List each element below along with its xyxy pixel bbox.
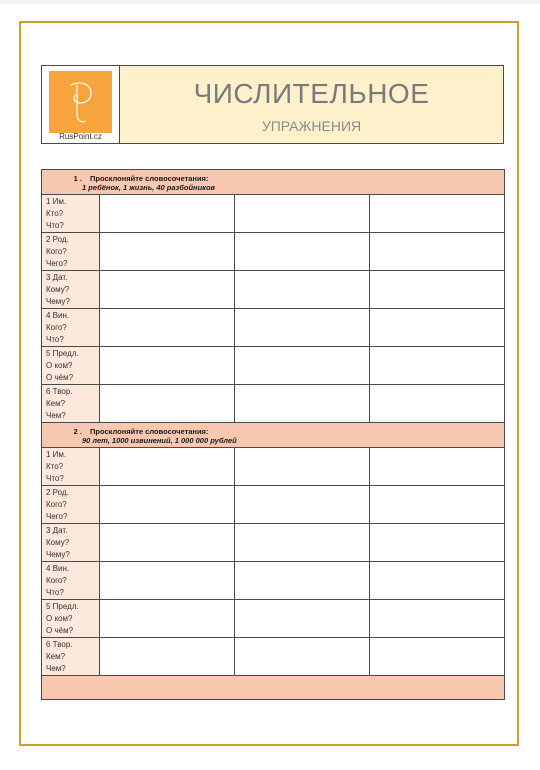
case-question-2: Чему? [46,297,70,306]
answer-cell[interactable] [370,562,505,600]
answer-cell[interactable] [370,347,505,385]
case-label [42,271,100,309]
case-question-2: Чему? [46,550,70,559]
exercise-table [41,169,505,700]
table-row [42,309,505,347]
case-question-2: Чего? [46,259,68,268]
exercise-number: 1 . [73,174,82,183]
answer-cell[interactable] [370,309,505,347]
answer-cell[interactable] [235,638,370,676]
case-label [42,524,100,562]
case-name: 5 Предл. [46,349,79,358]
case-label [42,195,100,233]
case-name: 6 Твор. [46,387,73,396]
answer-cell[interactable] [235,600,370,638]
case-name: 4 Вин. [46,564,70,573]
case-question-1: О ком? [46,361,73,370]
case-question-1: Кому? [46,538,70,547]
case-question-1: Кто? [46,209,64,218]
answer-cell[interactable] [235,486,370,524]
table-row [42,195,505,233]
exercise-heading [42,423,505,448]
case-question-2: Что? [46,335,64,344]
answer-cell[interactable] [100,309,235,347]
case-name: 1 Им. [46,197,67,206]
answer-cell[interactable] [370,195,505,233]
case-question-1: Кто? [46,462,64,471]
table-row [42,600,505,638]
table-row [42,638,505,676]
answer-cell[interactable] [370,524,505,562]
case-name: 5 Предл. [46,602,79,611]
answer-cell[interactable] [100,562,235,600]
logo-caption: RusPoint.cz [59,132,102,141]
title-cell [120,66,503,143]
case-question-2: Что? [46,474,64,483]
table-row [42,486,505,524]
answer-cell[interactable] [100,600,235,638]
exercise-heading-row [42,170,505,195]
case-name: 4 Вин. [46,311,70,320]
case-question-2: Чем? [46,664,66,673]
case-question-1: Кем? [46,399,66,408]
case-question-1: О ком? [46,614,73,623]
case-label [42,562,100,600]
answer-cell[interactable] [235,448,370,486]
answer-cell[interactable] [100,195,235,233]
answer-cell[interactable] [100,233,235,271]
answer-cell[interactable] [235,385,370,423]
exercise-phrases: 90 лет, 1000 извинений, 1 000 000 рублей [82,436,237,445]
case-question-2: Что? [46,221,64,230]
exercise-phrases: 1 ребёнок, 1 жизнь, 40 разбойников [82,183,216,192]
table-row [42,347,505,385]
exercise-instruction: Просклоняйте словосочетания: [90,427,209,436]
answer-cell[interactable] [235,347,370,385]
answer-cell[interactable] [235,309,370,347]
answer-cell[interactable] [100,638,235,676]
case-name: 3 Дат. [46,526,68,535]
case-name: 2 Род. [46,488,69,497]
answer-cell[interactable] [370,271,505,309]
table-row [42,385,505,423]
answer-cell[interactable] [370,600,505,638]
case-question-1: Кого? [46,323,67,332]
exercise-heading-row [42,423,505,448]
case-question-2: О чём? [46,626,74,635]
exercise-number: 2 . [73,427,82,436]
answer-cell[interactable] [100,385,235,423]
table-footer [42,676,505,700]
table-row [42,448,505,486]
case-label [42,448,100,486]
case-question-2: Что? [46,588,64,597]
page-subtitle: УПРАЖНЕНИЯ [261,118,362,134]
table-row [42,562,505,600]
exercise-instruction: Просклоняйте словосочетания: [90,174,209,183]
case-label [42,385,100,423]
case-question-1: Кем? [46,652,66,661]
case-label [42,233,100,271]
ruspoint-logo-icon [49,71,112,133]
case-name: 6 Твор. [46,640,73,649]
table-footer-row [42,676,505,700]
table-row [42,271,505,309]
case-label [42,309,100,347]
case-name: 3 Дат. [46,273,68,282]
case-question-2: Чего? [46,512,68,521]
answer-cell[interactable] [235,524,370,562]
answer-cell[interactable] [370,486,505,524]
case-question-2: О чём? [46,373,74,382]
case-question-1: Кого? [46,500,67,509]
case-question-1: Кому? [46,285,70,294]
answer-cell[interactable] [235,195,370,233]
case-question-1: Кого? [46,576,67,585]
worksheet-header [41,65,504,144]
answer-cell[interactable] [235,562,370,600]
top-strip [0,0,540,4]
case-label [42,486,100,524]
case-label [42,638,100,676]
case-question-1: Кого? [46,247,67,256]
answer-cell[interactable] [235,233,370,271]
case-question-2: Чем? [46,411,66,420]
answer-cell[interactable] [100,271,235,309]
case-label [42,347,100,385]
table-row [42,524,505,562]
logo-cell [42,66,120,143]
answer-cell[interactable] [100,524,235,562]
answer-cell[interactable] [370,638,505,676]
page-title: ЧИСЛИТЕЛЬНОЕ [193,78,430,109]
answer-cell[interactable] [370,233,505,271]
exercise-heading [42,170,505,195]
answer-cell[interactable] [235,271,370,309]
case-name: 2 Род. [46,235,69,244]
table-row [42,233,505,271]
answer-cell[interactable] [100,486,235,524]
answer-cell[interactable] [100,448,235,486]
case-label [42,600,100,638]
answer-cell[interactable] [370,448,505,486]
case-name: 1 Им. [46,450,67,459]
answer-cell[interactable] [370,385,505,423]
answer-cell[interactable] [100,347,235,385]
